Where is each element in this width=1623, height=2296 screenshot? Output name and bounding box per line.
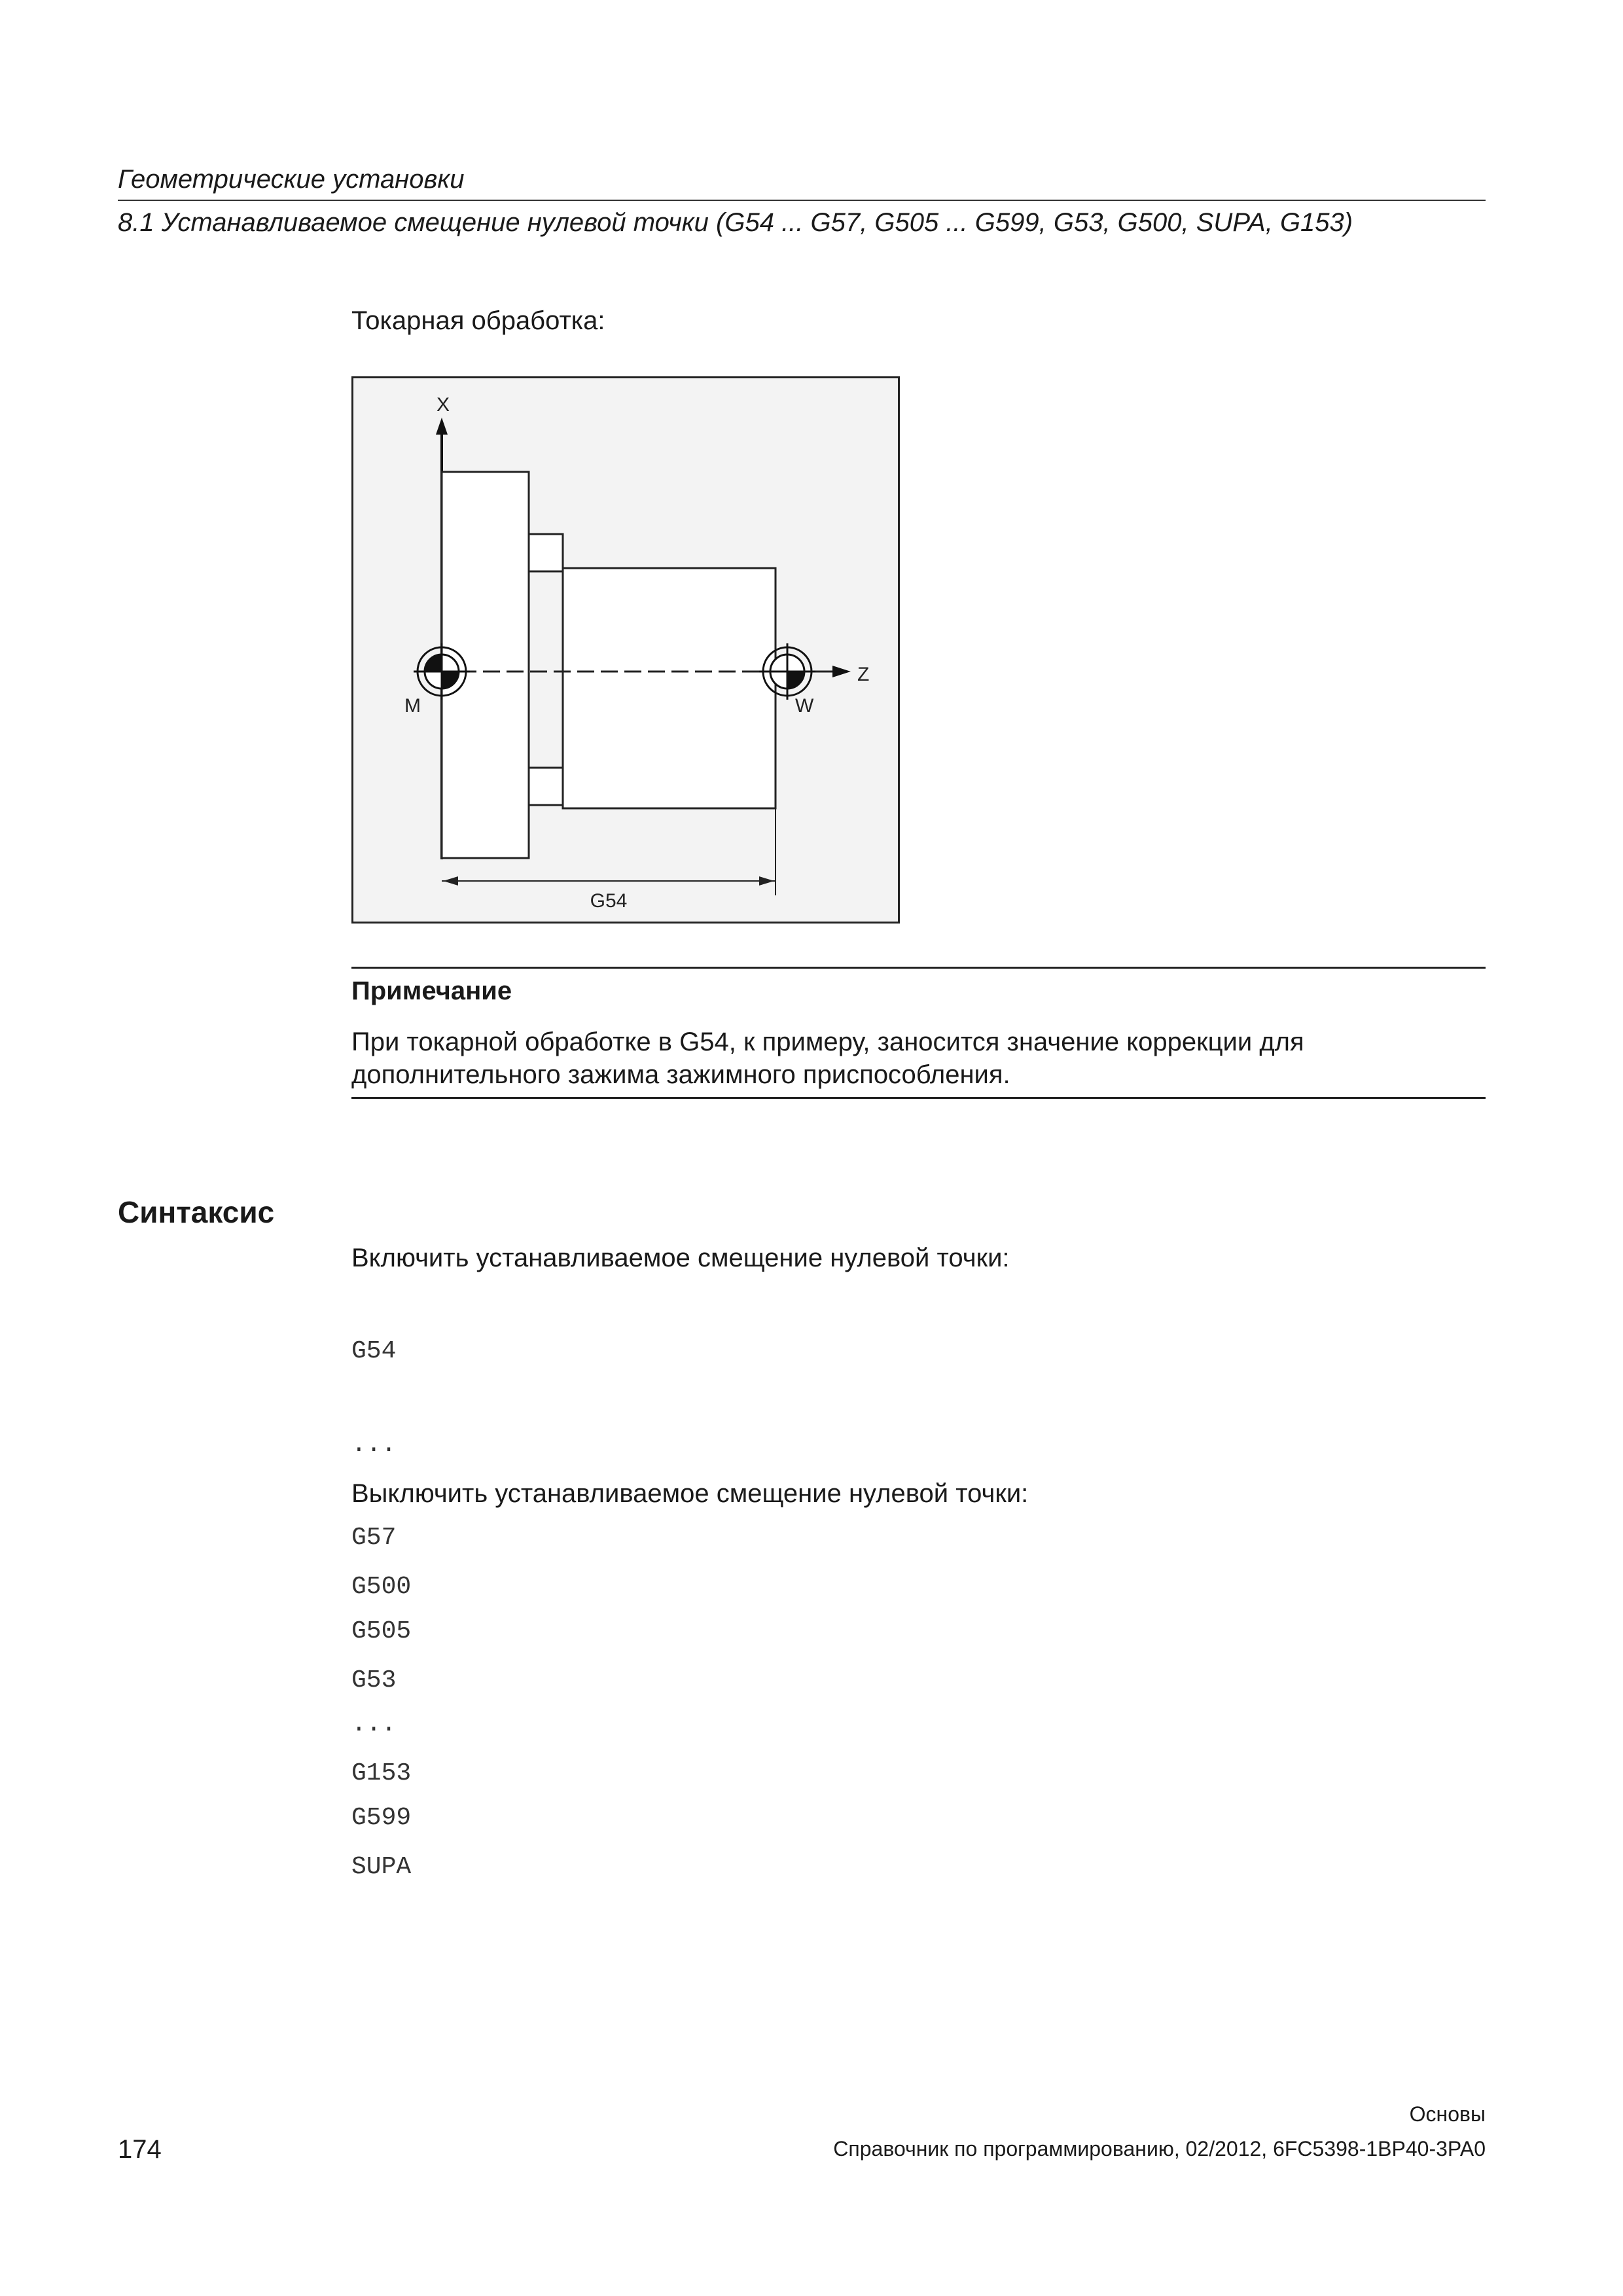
enable-label: Включить устанавливаемое смещение нулевой точки:	[351, 1244, 1010, 1272]
workpiece	[563, 568, 776, 808]
dimension-arrow-left	[443, 876, 458, 886]
turning-diagram	[351, 376, 900, 924]
z-axis-arrow	[832, 666, 851, 677]
code-line: G53	[351, 1666, 397, 1695]
code-line: G599	[351, 1803, 412, 1832]
offset-label: G54	[590, 890, 628, 912]
workpiece-zero-label: W	[795, 695, 814, 717]
dimension-arrow-right	[759, 876, 774, 886]
disable-codes	[351, 1509, 1028, 1945]
note-title: Примечание	[351, 977, 512, 1005]
footer-reference: Справочник по программированию, 02/2012, 6FC5398-1BP40-3PA0	[833, 2137, 1486, 2161]
x-axis-arrow	[436, 418, 448, 435]
note-line-2: дополнительного зажима зажимного приспособления.	[351, 1060, 1010, 1089]
note-line-1: При токарной обработке в G54, к примеру, заносится значение коррекции для	[351, 1028, 1304, 1056]
figure-caption: Токарная обработка:	[351, 306, 605, 335]
disable-block	[351, 1478, 1028, 1945]
code-line: G500	[351, 1573, 412, 1601]
disable-label: Выключить устанавливаемое смещение нулевой точки:	[351, 1479, 1029, 1508]
machine-zero-label: M	[404, 695, 421, 717]
code-line: ...	[351, 1430, 397, 1459]
x-axis-label: X	[437, 394, 450, 416]
note-bottom-rule	[351, 1097, 1486, 1099]
chapter-title: Геометрические установки	[118, 165, 465, 194]
z-axis-label: Z	[857, 664, 870, 685]
header-divider	[118, 200, 1486, 201]
code-line: SUPA	[351, 1852, 412, 1881]
footer-book-title: Основы	[1409, 2102, 1486, 2126]
note-body	[351, 1026, 1486, 1091]
code-line: G57	[351, 1524, 397, 1552]
section-title: 8.1 Устанавливаемое смещение нулевой точки (G54 ... G57, G505 ... G599, G53, G500, SUPA, G153)	[118, 208, 1353, 237]
upper-jaw	[529, 534, 563, 571]
note-top-rule	[351, 967, 1486, 969]
lower-jaw	[529, 768, 563, 805]
code-line: G153	[351, 1759, 412, 1787]
page-number: 174	[118, 2135, 162, 2164]
syntax-heading: Синтаксис	[118, 1195, 275, 1229]
code-line: ...	[351, 1710, 397, 1738]
code-line: G505	[351, 1617, 412, 1645]
turning-diagram-svg	[353, 378, 902, 925]
code-line: G54	[351, 1337, 397, 1365]
